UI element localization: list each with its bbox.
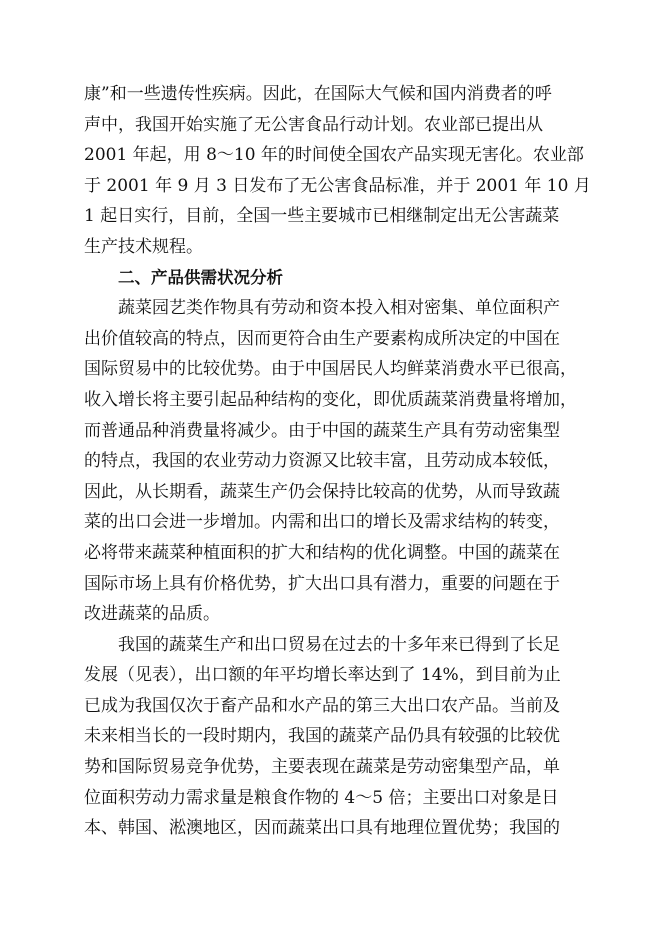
text-line: 因此，从长期看，蔬菜生产仍会保持比较高的优势，从而导致蔬 <box>84 481 560 502</box>
text-line: 声中，我国开始实施了无公害食品行动计划。农业部已提出从 <box>84 114 543 135</box>
text-line: 国际市场上具有价格优势，扩大出口具有潜力，重要的问题在于 <box>84 573 560 594</box>
text-line: 本、韩国、淞澳地区，因而蔬菜出口具有地理位置优势；我国的 <box>84 818 560 839</box>
text-line: 收入增长将主要引起品种结构的变化，即优质蔬菜消费量将增加， <box>84 389 577 410</box>
text-line: 发展（见表），出口额的年平均增长率达到了 14%，到目前为止 <box>84 665 561 686</box>
supply-demand-paragraph <box>84 293 580 630</box>
body-text <box>84 79 591 844</box>
text-line: 蔬菜园艺类作物具有劳动和资本投入相对密集、单位面积产 <box>118 298 560 319</box>
text-line: 的特点，我国的农业劳动力资源又比较丰富，且劳动成本较低， <box>84 451 560 472</box>
section-heading: 二、产品供需状况分析 <box>118 267 283 287</box>
text-line: 国际贸易中的比较优势。由于中国居民人均鲜菜消费水平已很高， <box>84 359 577 380</box>
text-line: 已成为我国仅次于畜产品和水产品的第三大出口农产品。当前及 <box>84 695 560 716</box>
trade-paragraph <box>84 630 580 844</box>
text-line: 我国的蔬菜生产和出口贸易在过去的十多年来已得到了长足 <box>118 634 560 655</box>
text-line: 生产技术规程。 <box>84 236 203 257</box>
text-line: 未来相当长的一段时期内，我国的蔬菜产品仍具有较强的比较优 <box>84 726 560 747</box>
text-line: 势和国际贸易竞争优势，主要表现在蔬菜是劳动密集型产品，单 <box>84 757 560 778</box>
continued-paragraph <box>84 79 591 263</box>
text-line: 出价值较高的特点，因而更符合由生产要素构成所决定的中国在 <box>84 328 560 349</box>
text-line: 而普通品种消费量将减少。由于中国的蔬菜生产具有劳动密集型 <box>84 420 560 441</box>
text-line: 必将带来蔬菜种植面积的扩大和结构的优化调整。中国的蔬菜在 <box>84 542 560 563</box>
text-line: 康”和一些遗传性疾病。因此，在国际大气候和国内消费者的呼 <box>84 84 552 104</box>
text-line: 位面积劳动力需求量是粮食作物的 4～5 倍；主要出口对象是日 <box>84 787 559 808</box>
text-line: 1 起日实行，目前，全国一些主要城市已相继制定出无公害蔬菜 <box>84 206 560 227</box>
text-line: 2001 年起，用 8～10 年的时间使全国农产品实现无害化。农业部 <box>84 145 584 166</box>
text-line: 菜的出口会进一步增加。内需和出口的增长及需求结构的转变， <box>84 512 560 533</box>
text-line: 改进蔬菜的品质。 <box>84 604 220 625</box>
text-line: 于 2001 年 9 月 3 日发布了无公害食品标准，并于 2001 年 10 月 <box>84 175 591 196</box>
